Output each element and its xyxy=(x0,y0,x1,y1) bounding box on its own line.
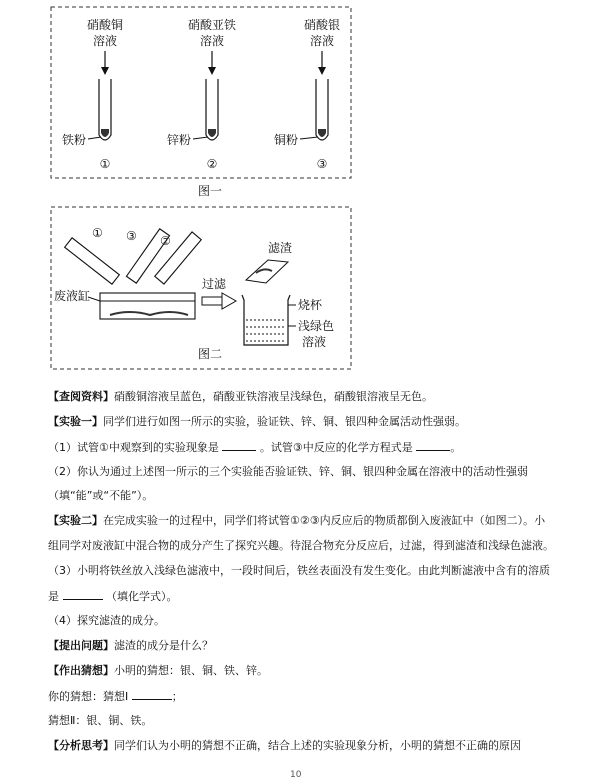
solution-label-1: 浅绿色 xyxy=(298,319,335,333)
filter-label: 过滤 xyxy=(202,277,227,291)
answer-blank-1[interactable] xyxy=(222,440,256,451)
tube-number-1: ① xyxy=(99,157,111,171)
tag-question: 【提出问题】 xyxy=(48,639,114,652)
hypothesis-text: 小明的猜想：银、铜、铁、锌。 xyxy=(114,664,268,677)
hypothesis-2: 猜想Ⅱ：银、铜、铁。 xyxy=(48,714,153,727)
beaker-label: 烧杯 xyxy=(298,298,323,312)
answer-blank-3[interactable] xyxy=(63,589,103,600)
reagent-1-solution: 溶液 xyxy=(92,34,118,48)
your-hypothesis-label: 你的猜想：猜想Ⅰ xyxy=(48,690,129,703)
reference-text: 硝酸铜溶液呈蓝色，硝酸亚铁溶液呈浅绿色，硝酸银溶液呈无色。 xyxy=(114,390,433,403)
paragraph-experiment-2 xyxy=(48,514,545,528)
question-3-part-b: （填化学式）。 xyxy=(106,590,178,603)
question-1-part-b: 。试管③中反应的化学方程式是 xyxy=(259,441,413,454)
residue-label: 滤渣 xyxy=(268,241,293,255)
iron-powder xyxy=(101,129,109,137)
question-text: 滤渣的成分是什么？ xyxy=(114,639,213,652)
your-hypothesis-end: ； xyxy=(171,690,183,703)
question-2-line-2: （填“能”或“不能”）。 xyxy=(48,489,154,502)
answer-blank-4[interactable] xyxy=(132,689,172,700)
tag-experiment-1: 【实验一】 xyxy=(48,415,103,428)
question-2-line-1: （2）你认为通过上述图一所示的三个实验能否验证铁、锌、铜、银四种金属在溶液中的活动性强弱 xyxy=(48,465,528,478)
tag-analysis: 【分析思考】 xyxy=(48,739,114,752)
reagent-3-name: 硝酸银 xyxy=(303,18,341,32)
question-3-line-2 xyxy=(48,589,178,604)
filter-arrow xyxy=(202,293,236,309)
tilted-tube-1 xyxy=(65,226,120,284)
reagent-2-solution: 溶液 xyxy=(199,34,225,48)
paragraph-experiment-1 xyxy=(48,415,466,429)
question-1-end: 。 xyxy=(450,441,462,454)
tube-number-2: ② xyxy=(206,157,218,171)
metal-1-label: 铁粉 xyxy=(62,133,87,147)
metal-2-label: 锌粉 xyxy=(167,133,192,147)
copper-powder xyxy=(318,129,326,137)
experiment-1-text: 同学们进行如图一所示的实验，验证铁、锌、铜、银四种金属活动性强弱。 xyxy=(103,415,466,428)
question-1-part-a: （1）试管①中观察到的实验现象是 xyxy=(48,441,219,454)
reagent-2-name: 硝酸亚铁 xyxy=(187,18,237,32)
answer-blank-2[interactable] xyxy=(416,440,450,451)
paragraph-reference-info xyxy=(48,390,433,404)
paragraph-question xyxy=(48,639,213,653)
waste-tank-label: 废液缸 xyxy=(54,289,91,303)
waste-tank xyxy=(100,293,195,319)
metal-3-label: 铜粉 xyxy=(274,133,299,147)
tilted-tube-number-2: ② xyxy=(160,234,171,248)
tilted-tube-number-3: ③ xyxy=(126,229,137,243)
tilted-tube-number-1: ① xyxy=(92,226,103,240)
figure-2-caption: 图二 xyxy=(197,347,223,361)
paragraph-analysis xyxy=(48,739,521,753)
reagent-1-name: 硝酸铜 xyxy=(86,18,124,32)
filter-paper xyxy=(246,260,288,283)
analysis-text: 同学们认为小明的猜想不正确，结合上述的实验现象分析，小明的猜想不正确的原因 xyxy=(114,739,521,752)
tilted-tube-2 xyxy=(155,232,201,284)
zinc-powder xyxy=(208,129,216,137)
question-1 xyxy=(48,440,461,455)
page-number: 10 xyxy=(290,770,302,780)
tag-hypothesis: 【作出猜想】 xyxy=(48,664,114,677)
reagent-3-solution: 溶液 xyxy=(309,34,335,48)
tube-number-3: ③ xyxy=(316,157,328,171)
tag-experiment-2: 【实验二】 xyxy=(48,514,103,527)
tag-reference: 【查阅资料】 xyxy=(48,390,114,403)
figure-1 xyxy=(50,5,355,200)
question-3-part-a: 是 xyxy=(48,590,59,603)
your-hypothesis xyxy=(48,689,183,704)
question-3-line-1: （3）小明将铁丝放入浅绿色滤液中，一段时间后，铁丝表面没有发生变化。由此判断滤液中含有的溶质 xyxy=(48,564,550,577)
experiment-2-line-2: 组同学对废液缸中混合物的成分产生了探究兴趣。待混合物充分反应后，过滤，得到滤渣和浅绿色滤液。 xyxy=(48,539,554,552)
figure-1-caption: 图一 xyxy=(197,184,223,198)
beaker xyxy=(242,295,290,345)
figure-2 xyxy=(50,205,355,373)
experiment-2-text: 在完成实验一的过程中，同学们将试管①②③内反应后的物质都倒入废液缸中（如图二）。小 xyxy=(103,514,546,527)
question-4: （4）探究滤渣的成分。 xyxy=(48,614,165,627)
solution-label-2: 溶液 xyxy=(302,335,327,349)
paragraph-hypothesis xyxy=(48,664,268,678)
